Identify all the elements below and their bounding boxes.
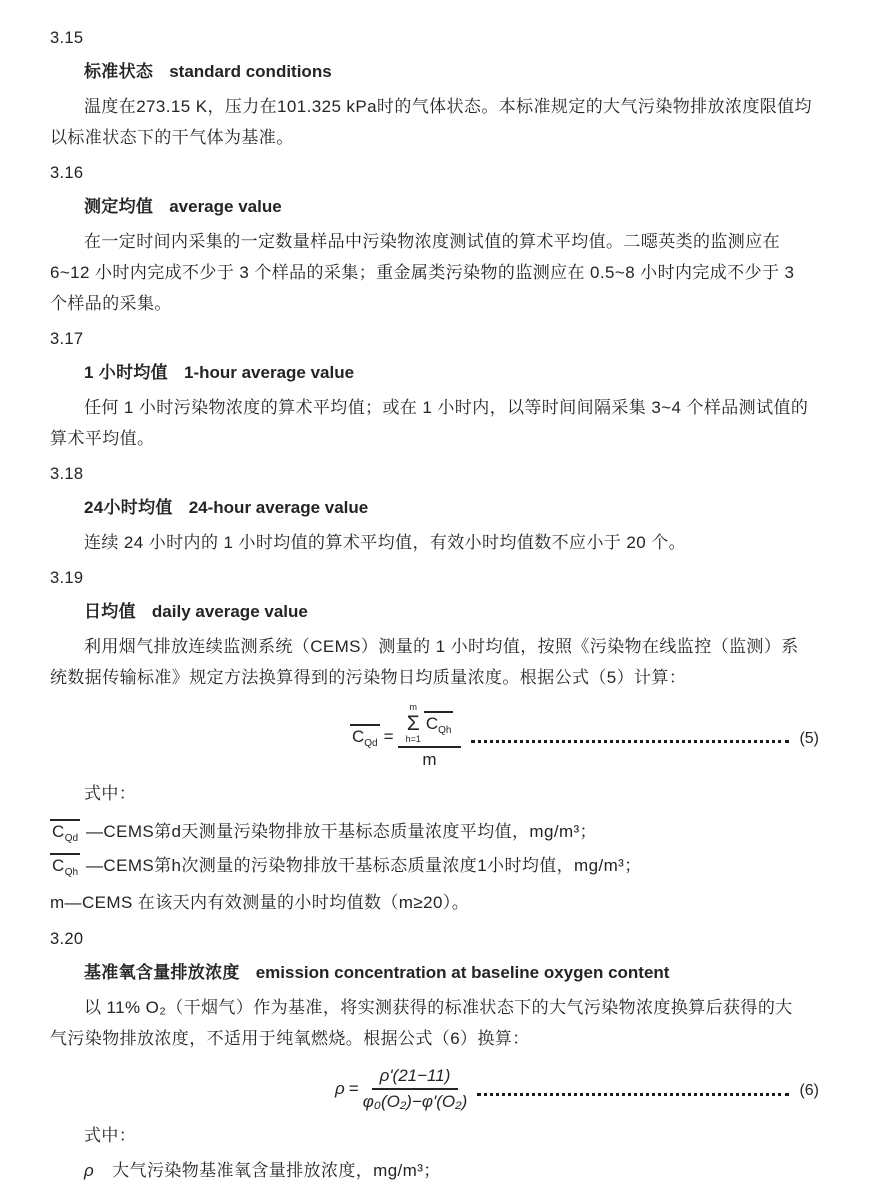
definition-text: 大气污染物基准氧含量排放浓度，mg/m³； <box>112 1161 441 1180</box>
section-number-3-15: 3.15 <box>50 29 84 47</box>
where-label: 式中： <box>84 784 137 803</box>
symbol-definition-rho <box>50 1155 821 1187</box>
term-en: 24-hour average value <box>188 498 369 517</box>
term-heading-3-20 <box>50 958 821 988</box>
section-number-3-20: 3.20 <box>50 930 84 948</box>
equation-6 <box>335 1066 467 1112</box>
dotted-leader <box>477 1093 789 1096</box>
paragraph-line: 统数据传输标准》规定方法换算得到的污染物日均质量浓度。根据公式（5）计算： <box>50 668 687 687</box>
fraction-numerator <box>398 703 462 748</box>
rho-symbol: ρ <box>84 1161 95 1180</box>
section-number-3-19: 3.19 <box>50 569 84 587</box>
term-cn: 24小时均值 <box>84 498 173 517</box>
overline-symbol-cqh: $C_{Qh}$ <box>424 711 454 736</box>
term-en: daily average value <box>151 602 308 621</box>
formula-6 <box>335 1066 819 1112</box>
sum-upper-limit: m <box>409 702 417 712</box>
section-number-3-18: 3.18 <box>50 465 84 483</box>
dotted-leader <box>471 740 789 743</box>
paragraph-3-16 <box>50 226 821 319</box>
paragraph-line: 温度在273.15 K，压力在101.325 kPa时的气体状态。本标准规定的大气污染物排放浓度限值均 <box>84 97 812 116</box>
formula-5 <box>350 703 819 770</box>
paragraph-line: 6~12 小时内完成不少于 3 个样品的采集；重金属类污染物的监测应在 0.5~8 小时内完成不少于 3 <box>50 263 795 282</box>
fraction <box>363 1066 468 1112</box>
paragraph-3-20 <box>50 992 821 1054</box>
term-heading-3-15 <box>50 57 821 87</box>
paragraph-3-15 <box>50 91 821 153</box>
term-cn: 测定均值 <box>84 197 154 216</box>
term-heading-3-18 <box>50 493 821 523</box>
summation <box>406 703 421 744</box>
symbol-definition-cqh <box>50 853 821 878</box>
term-heading-3-16 <box>50 192 821 222</box>
fraction-denominator: φ₀(O₂)−φ'(O₂) <box>362 1092 468 1111</box>
paragraph-line: 连续 24 小时内的 1 小时均值的算术平均值，有效小时均值数不应小于 20 个。 <box>84 533 687 552</box>
paragraph-line: 算术平均值。 <box>50 429 155 448</box>
term-heading-3-19 <box>50 597 821 627</box>
paragraph-3-18 <box>50 527 821 558</box>
term-cn: 基准氧含量排放浓度 <box>84 963 240 982</box>
term-heading-3-17 <box>50 358 821 388</box>
equation-5 <box>350 703 461 770</box>
section-number-3-16: 3.16 <box>50 164 84 182</box>
paragraph-line: 在一定时间内采集的一定数量样品中污染物浓度测试值的算术平均值。二噁英类的监测应在 <box>84 232 780 251</box>
equation-number: (5) <box>799 729 819 747</box>
term-cn: 标准状态 <box>84 62 154 81</box>
term-cn: 日均值 <box>84 602 136 621</box>
symbol-definition-cqd <box>50 819 821 844</box>
subscript: Qh <box>64 867 79 878</box>
term-en: emission concentration at baseline oxygen content <box>255 963 670 982</box>
fraction-numerator: ρ'(21−11) <box>372 1066 459 1090</box>
term-en: standard conditions <box>169 62 332 81</box>
subscript: Qd <box>64 833 79 844</box>
definition-text: —CEMS第h次测量的污染物排放干基标态质量浓度1小时均值，mg/m³； <box>86 855 642 875</box>
fraction <box>398 703 462 770</box>
where-label: 式中： <box>84 1126 137 1145</box>
paragraph-3-17 <box>50 392 821 454</box>
paragraph-line: 气污染物排放浓度，不适用于纯氧燃烧。根据公式（6）换算： <box>50 1029 530 1048</box>
term-en: 1-hour average value <box>183 363 355 382</box>
term-en: average value <box>169 197 282 216</box>
paragraph-line: 利用烟气排放连续监测系统（CEMS）测量的 1 小时均值，按照《污染物在线监控（监测）系 <box>84 637 799 656</box>
overline-symbol-cqh: $C_{Qh}$ <box>50 853 80 878</box>
symbol-definition-m: m—CEMS 在该天内有效测量的小时均值数（m≥20）。 <box>50 893 470 912</box>
section-number-3-17: 3.17 <box>50 330 84 348</box>
sum-lower-limit: h=1 <box>405 734 421 744</box>
subscript: Qd <box>364 738 378 749</box>
rho-symbol: ρ <box>335 1079 345 1098</box>
fraction-denominator: m <box>422 750 437 769</box>
paragraph-line: 任何 1 小时污染物浓度的算术平均值；或在 1 小时内，以等时间间隔采集 3~4 个样品测试值的 <box>84 398 809 417</box>
subscript: Qh <box>438 725 452 736</box>
equation-number: (6) <box>799 1082 819 1099</box>
overline-symbol-cqd: $C_{Qd}$ <box>50 819 80 844</box>
paragraph-line: 以标准状态下的干气体为基准。 <box>50 128 294 147</box>
paragraph-line: 以 11% O₂（干烟气）作为基准，将实测获得的标准状态下的大气污染物浓度换算后获得的大 <box>84 998 793 1017</box>
paragraph-line: 个样品的采集。 <box>50 294 172 313</box>
equals-sign: = <box>348 1079 359 1098</box>
overline-symbol-cqd: $C_{Qd}$ <box>350 724 380 749</box>
sigma-symbol: Σ <box>406 712 420 735</box>
term-cn: 1 小时均值 <box>84 363 168 382</box>
paragraph-3-19 <box>50 631 821 693</box>
equals-sign: = <box>383 726 394 746</box>
definition-text: —CEMS第d天测量污染物排放干基标态质量浓度平均值，mg/m³； <box>86 821 597 841</box>
